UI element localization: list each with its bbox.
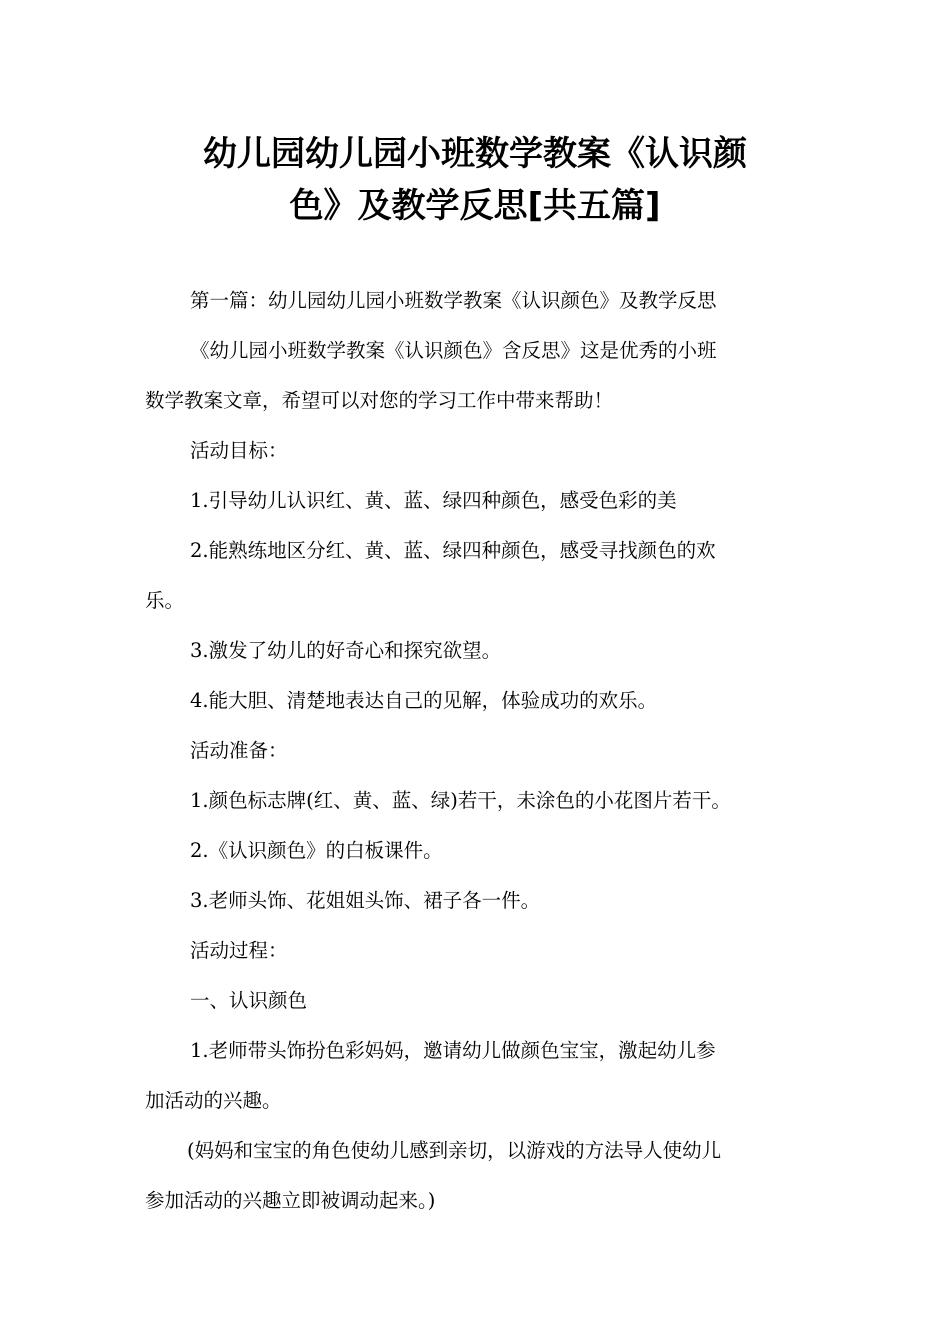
paragraph-line: 乐。 [145, 589, 185, 612]
paragraph-line: 加活动的兴趣。 [145, 1089, 282, 1112]
paragraph-line: 《幼儿园小班数学教案《认识颜色》含反思》这是优秀的小班 [190, 339, 717, 362]
paragraph-line: (妈妈和宝宝的角色使幼儿感到亲切，以游戏的方法导人使幼儿 [187, 1139, 722, 1162]
document-title-line-1: 幼儿园幼儿园小班数学教案《认识颜 [203, 134, 747, 174]
paragraph-line: 参加活动的兴趣立即被调动起来。) [145, 1189, 436, 1212]
list-item: 2.能熟练地区分红、黄、蓝、绿四种颜色，感受寻找颜色的欢 [190, 539, 716, 562]
document-title-line-2: 色》及教学反思[共五篇] [289, 186, 661, 226]
list-item: 1.颜色标志牌(红、黄、蓝、绿)若干，未涂色的小花图片若干。 [190, 789, 731, 812]
list-item: 2.《认识颜色》的白板课件。 [190, 839, 443, 862]
paragraph-line: 数学教案文章，希望可以对您的学习工作中带来帮助！ [145, 389, 614, 412]
document-body [145, 276, 810, 1226]
subheading-activity-process: 活动过程： [190, 939, 288, 962]
list-item: 3.老师头饰、花姐姐头饰、裙子各一件。 [190, 889, 541, 912]
list-item: 1.引导幼儿认识红、黄、蓝、绿四种颜色，感受色彩的美 [190, 489, 677, 512]
list-item: 3.激发了幼儿的好奇心和探究欲望。 [190, 639, 502, 662]
list-item: 4.能大胆、清楚地表达自己的见解，体验成功的欢乐。 [190, 689, 658, 712]
section-heading: 第一篇：幼儿园幼儿园小班数学教案《认识颜色》及教学反思 [190, 289, 717, 312]
subheading-recognize-colors: 一、认识颜色 [190, 989, 308, 1012]
subheading-activity-goals: 活动目标： [190, 439, 288, 462]
subheading-activity-prep: 活动准备： [190, 739, 288, 762]
list-item: 1.老师带头饰扮色彩妈妈，邀请幼儿做颜色宝宝，激起幼儿参 [190, 1039, 716, 1062]
